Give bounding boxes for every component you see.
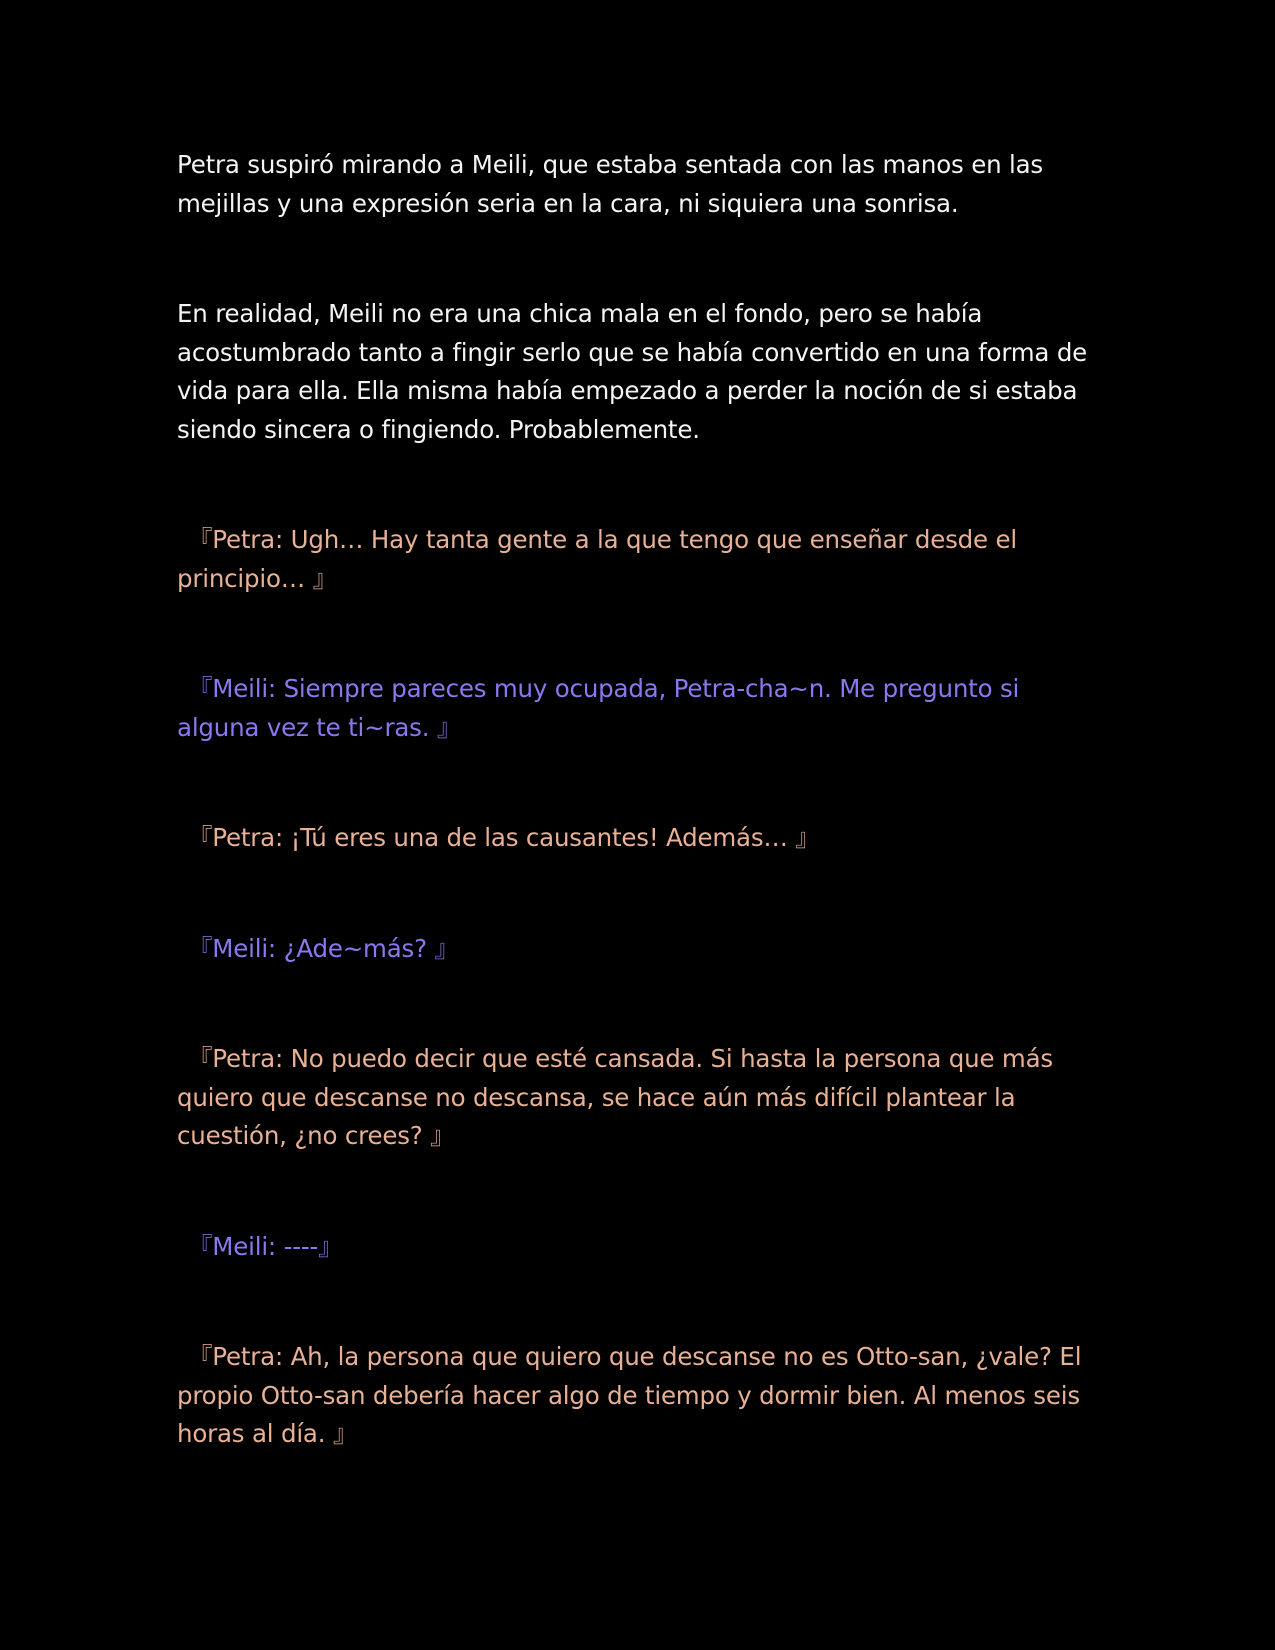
petra-dialogue-line: 『Petra: Ugh… Hay tanta gente a la que tengo que enseñar desde el principio… 』: [177, 525, 1017, 593]
narration-paragraph: En realidad, Meili no era una chica mala en el fondo, pero se había acostumbrado tanto a fingir serlo que se había convertido en una forma de vida para ella. Ella misma había empezado a perder la noción de si estaba siendo sincera o fingiendo. Probablemente.: [177, 299, 1088, 444]
petra-dialogue-line: 『Petra: ¡Tú eres una de las causantes! Además… 』: [188, 823, 820, 852]
narration-paragraph: Petra suspiró mirando a Meili, que estaba sentada con las manos en las mejillas y una expresión seria en la cara, ni siquiera una sonrisa.: [177, 150, 1043, 218]
petra-dialogue-line: 『Petra: Ah, la persona que quiero que descanse no es Otto-san, ¿vale? El propio Otto-san debería hacer algo de tiempo y dormir bien. Al menos seis horas al día. 』: [177, 1342, 1082, 1448]
document-body: [177, 146, 1092, 1526]
meili-dialogue-line: 『Meili: ¿Ade~más? 』: [188, 933, 459, 963]
meili-dialogue-line: 『Meili: Siempre pareces muy ocupada, Petra-cha~n. Me pregunto si alguna vez te ti~ras. 』: [177, 674, 1020, 742]
petra-dialogue-line: 『Petra: No puedo decir que esté cansada. Si hasta la persona que más quiero que descanse no descansa, se hace aún más difícil plantear la cuestión, ¿no crees? 』: [177, 1044, 1053, 1150]
meili-dialogue-line: 『Meili: ----』: [188, 1231, 343, 1261]
